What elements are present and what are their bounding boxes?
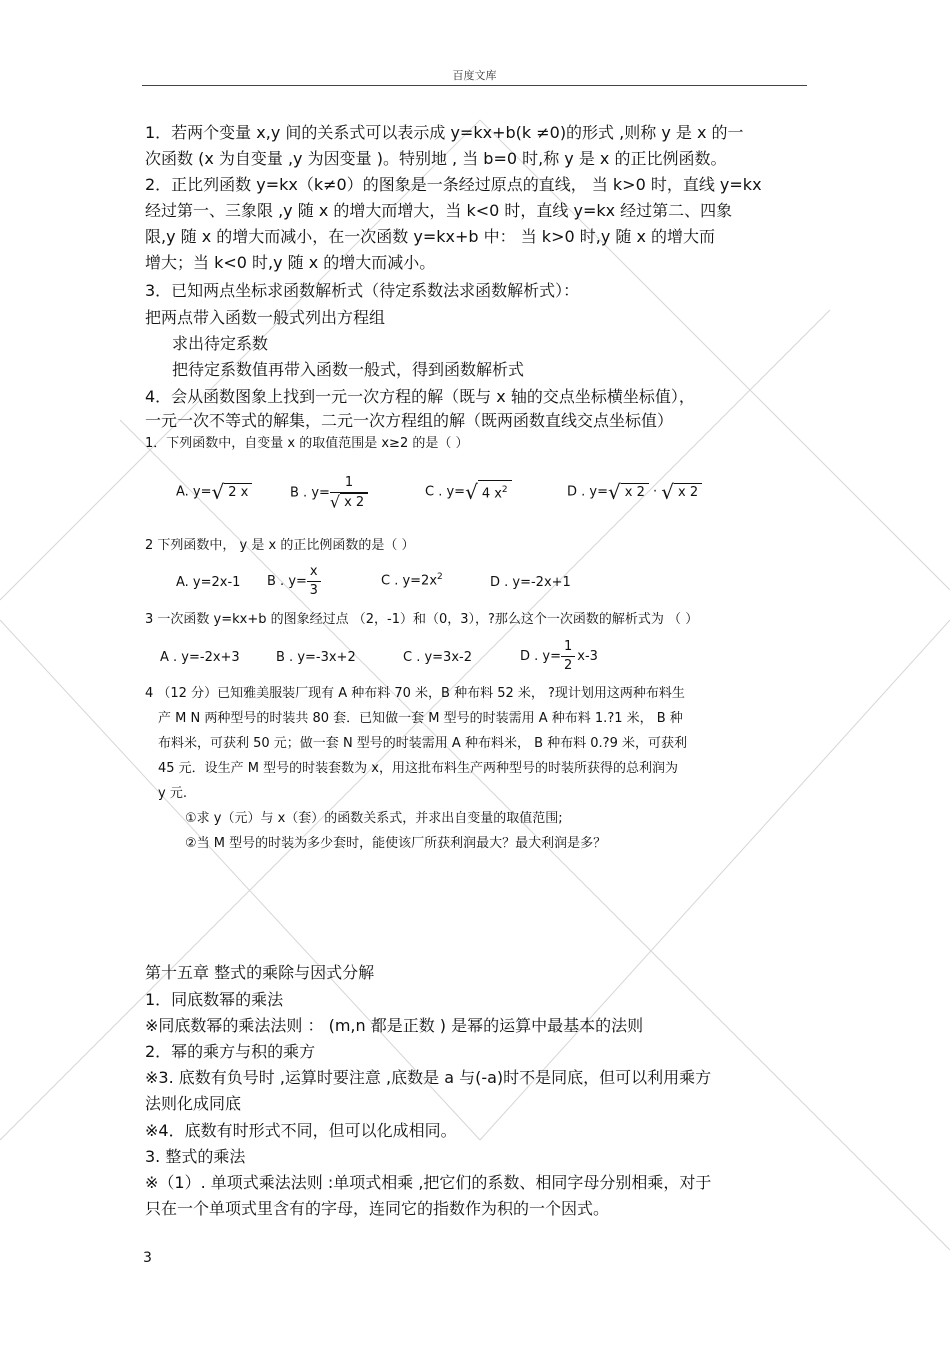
question-4-line-2: 产 M N 两种型号的时装共 80 套．已知做一套 M 型号的时装需用 A 种布料 1.?1 米， B 种 [158, 711, 683, 726]
question-2-stem: 2 下列函数中， y 是 x 的正比例函数的是（ ） [145, 538, 415, 553]
question-2-option-a: A. y=2x-1 [176, 575, 241, 590]
question-3-option-b: B . y=-3x+2 [276, 650, 356, 665]
page-number: 3 [143, 1250, 152, 1266]
chapter-15-item-1-rule: ※同底数幂的乘法法则 ： (m,n 都是正数 ) 是幂的运算中最基本的法则 [145, 1016, 644, 1035]
point-2-line-c: 限,y 随 x 的增大而减小，在一次函数 y=kx+b 中： 当 k>0 时,y 随 x 的增大而 [145, 227, 716, 246]
question-2-option-b: B . y= $\frac{x}{3}$ [267, 563, 321, 600]
chapter-15-rule-1-a: ※（1）. 单项式乘法法则 :单项式相乘 ,把它们的系数、相同字母分别相乘，对于 [145, 1173, 712, 1192]
page-header-title: 百度文库 [452, 69, 497, 82]
chapter-15-note-3-a: ※3. 底数有负号时 ,运算时要注意 ,底数是 a 与(-a)时不是同底，但可以利用乘方 [145, 1068, 712, 1087]
question-3-option-a: A . y=-2x+3 [160, 650, 240, 665]
question-3-stem: 3 一次函数 y=kx+b 的图象经过点 （2，-1）和（0，3），?那么这个一次函数的解析式为 （ ） [145, 612, 699, 627]
question-1-option-c: C . y=√ 4 $x^2$ [425, 480, 512, 504]
point-3-step-3: 把待定系数值再带入函数一般式，得到函数解析式 [172, 360, 525, 379]
chapter-15-note-3-b: 法则化成同底 [145, 1094, 242, 1113]
point-4-line-b: 一元一次不等式的解集，二元一次方程组的解（既两函数直线交点坐标值） [145, 411, 674, 430]
question-4-line-3: 布料米，可获利 50 元；做一套 N 型号的时装需用 A 种布料米， B 种布料 0.?9 米，可获利 [158, 736, 687, 751]
question-1-option-a: A. y=√ 2 x [176, 480, 252, 504]
question-4-line-5: y 元. [158, 786, 187, 801]
question-3-option-d: D . y= $\frac{1}{2}$ x-3 [520, 639, 598, 673]
question-1-stem: 1．下列函数中，自变量 x 的取值范围是 x≥2 的是（ ） [145, 436, 469, 451]
chapter-15-item-1: 1．同底数幂的乘法 [145, 990, 284, 1009]
header-divider [142, 85, 807, 86]
question-2-option-d: D . y=-2x+1 [490, 575, 571, 590]
question-4-sub-2: ②当 M 型号的时装为多少套时，能使该厂所获利润最大？最大利润是多？ [185, 836, 607, 851]
point-1-line-b: 次函数 (x 为自变量 ,y 为因变量 )。特别地 , 当 b=0 时,称 y 是 x 的正比例函数。 [145, 149, 727, 168]
question-1-option-b: B . y= $\frac{1}{√ x 2}$ [290, 474, 368, 512]
question-3-option-c: C . y=3x-2 [403, 650, 472, 665]
point-4-line-a: 4．会从函数图象上找到一元一次方程的解（既与 x 轴的交点坐标横坐标值）， [145, 387, 695, 406]
question-1-option-d: D . y=√ x 2 · √ x 2 [567, 480, 702, 504]
question-2-option-c: C . $y=2x^2$ [381, 572, 443, 589]
chapter-15-item-3: 3. 整式的乘法 [145, 1147, 246, 1166]
point-2-line-a: 2．正比列函数 y=kx（k≠0）的图象是一条经过原点的直线， 当 k>0 时，直线 y=kx [145, 175, 762, 194]
question-4-sub-1: ①求 y（元）与 x（套）的函数关系式，并求出自变量的取值范围; [185, 811, 563, 826]
point-1-line-a: 1．若两个变量 x,y 间的关系式可以表示成 y=kx+b(k ≠0)的形式 ,则称 y 是 x 的一 [145, 123, 744, 142]
point-2-line-d: 增大；当 k<0 时,y 随 x 的增大而减小。 [145, 253, 436, 272]
point-2-line-b: 经过第一、三象限 ,y 随 x 的增大而增大，当 k<0 时，直线 y=kx 经过第二、四象 [145, 201, 733, 220]
chapter-15-title: 第十五章 整式的乘除与因式分解 [145, 963, 375, 982]
chapter-15-item-2: 2．幂的乘方与积的乘方 [145, 1042, 316, 1061]
question-4-line-1: 4 （12 分）已知雅美服装厂现有 A 种布料 70 米，B 种布料 52 米， ?现计划用这两种布料生 [145, 686, 685, 701]
point-3-step-1: 把两点带入函数一般式列出方程组 [145, 308, 386, 327]
chapter-15-rule-1-b: 只在一个单项式里含有的字母，连同它的指数作为积的一个因式。 [145, 1199, 610, 1218]
question-4-line-4: 45 元．设生产 M 型号的时装套数为 x，用这批布料生产两种型号的时装所获得的总利润为 [158, 761, 678, 776]
point-3-heading: 3．已知两点坐标求函数解析式（待定系数法求函数解析式）： [145, 281, 580, 300]
point-3-step-2: 求出待定系数 [172, 334, 269, 353]
chapter-15-note-4: ※4．底数有时形式不同，但可以化成相同。 [145, 1121, 457, 1140]
